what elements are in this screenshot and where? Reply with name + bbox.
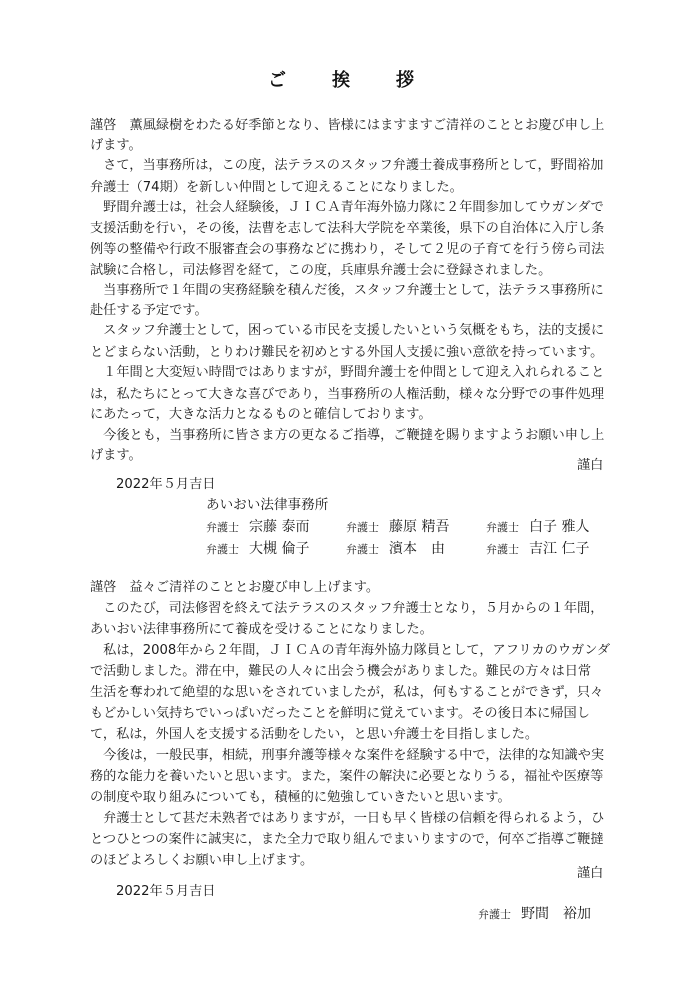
letter-date: 2022年５月吉日	[116, 884, 216, 899]
firm-name: あいおい法律事務所	[206, 497, 329, 513]
lawyer-name: 大槻 倫子	[249, 541, 310, 557]
lawyer-role-label: 弁護士	[346, 543, 379, 556]
body-line: げます。	[90, 448, 142, 463]
body-line: 支援活動を行い，その後，法曹を志して法科大学院を卒業後，県下の自治体に入庁し条	[90, 221, 605, 236]
body-line: とどまらない活動，とりわけ難民を初めとする外国人支援に強い意欲を持っています。	[90, 345, 604, 360]
body-line: さて，当事務所は，この度，法テラスのスタッフ弁護士養成事務所として，野間裕加	[90, 158, 604, 173]
letter-date: 2022年５月吉日	[116, 477, 216, 492]
body-line: もどかしい気持ちでいっぱいだったことを鮮明に覚えています。その後日本に帰国し	[90, 706, 590, 721]
body-line: 試験に合格し，司法修習を経て，この度，兵庫県弁護士会に登録されました。	[90, 263, 552, 278]
body-line: 謹啓 益々ご清祥のこととお慶び申し上げます。	[90, 580, 380, 595]
body-line: １年間と大変短い時間ではありますが，野間弁護士を仲間として迎え入れられること	[90, 365, 605, 380]
body-line: とつひとつの案件に誠実に，また全力で取り組んでまいりますので，何卒ご指導ご鞭撻	[90, 832, 604, 847]
body-line: スタッフ弁護士として，困っている市民を支援したいという気概をもち，法的支援に	[90, 323, 605, 338]
body-line: 今後とも，当事務所に皆さま方の更なるご指導，ご鞭撻を賜りますようお願い申し上	[90, 428, 605, 443]
lawyer-name: 宗藤 泰而	[249, 519, 310, 535]
body-line: て，私は，外国人を支援する活動をしたい，と思い弁護士を目指しました。	[90, 727, 539, 742]
body-line: で活動しました。滞在中，難民の人々に出会う機会がありました。難民の方々は日常	[90, 664, 592, 679]
body-line: は，私たちにとって大きな喜びであり，当事務所の人権活動，様々な分野での事件処理	[90, 387, 605, 402]
body-line: の制度や取り組みについても，積極的に勉強していきたいと思います。	[90, 790, 511, 805]
body-line: このたび，司法修習を終えて法テラスのスタッフ弁護士となり，５月からの１年間，	[90, 601, 604, 616]
body-line: 赴任する予定です。	[90, 303, 208, 318]
closing-kinpaku: 謹白	[577, 866, 604, 881]
body-line: あいおい法律事務所にて養成を受けることになりました。	[90, 622, 433, 637]
lawyer-role-label: 弁護士	[346, 521, 379, 534]
lawyer-entry	[206, 540, 309, 558]
body-line: 野間弁護士は，社会人経験後，ＪＩＣＡ青年海外協力隊に２年間参加してウガンダで	[90, 200, 604, 215]
body-line: 弁護士（74期）を新しい仲間として迎えることになりました。	[90, 180, 463, 195]
body-line: 私は，2008年から２年間，ＪＩＣＡの青年海外協力隊員として，アフリカのウガンダ	[90, 643, 611, 658]
closing-kinpaku: 謹白	[577, 458, 604, 473]
signer-name: 野間 裕加	[521, 906, 591, 922]
lawyer-name: 藤原 精吾	[389, 519, 450, 535]
lawyer-role-label: 弁護士	[206, 543, 239, 556]
lawyer-entry	[346, 540, 445, 558]
lawyer-name: 白子 雅人	[529, 519, 590, 535]
page-title: ご 挨 拶	[268, 70, 428, 91]
lawyer-role-label: 弁護士	[486, 521, 519, 534]
body-line: 謹啓 薫風緑樹をわたる好季節となり、皆様にはますますご清祥のこととお慶び申し上	[90, 118, 605, 133]
signer-role-label: 弁護士	[478, 908, 511, 921]
lawyer-name: 吉江 仁子	[529, 541, 590, 557]
body-line: のほどよろしくお願い申し上げます。	[90, 853, 314, 868]
body-line: 例等の整備や行政不服審査会の事務などに携わり，そして２児の子育てを行う傍ら司法	[90, 242, 605, 257]
body-line: げます。	[90, 138, 142, 153]
body-line: 当事務所で１年間の実務経験を積んだ後，スタッフ弁護士として，法テラス事務所に	[90, 283, 604, 298]
signature	[478, 905, 591, 923]
body-line: にあたって，大きな活力となるものと確信しております。	[90, 407, 432, 422]
lawyer-entry	[206, 518, 309, 536]
body-line: 今後は，一般民事，相続，刑事弁護等様々な案件を経験する中で，法律的な知識や実	[90, 748, 605, 763]
lawyer-entry	[346, 518, 449, 536]
lawyer-role-label: 弁護士	[486, 543, 519, 556]
lawyer-name: 濱本 由	[389, 541, 445, 557]
lawyer-entry	[486, 540, 589, 558]
body-line: 弁護士として甚だ未熟者ではありますが，一日も早く皆様の信頼を得られるよう，ひ	[90, 811, 605, 826]
body-line: 生活を奪われて絶望的な思いをされていましたが，私は，何もすることができず，只々	[90, 685, 604, 700]
body-line: 務的な能力を養いたいと思います。また，案件の解決に必要となりうる，福祉や医療等	[90, 769, 604, 784]
lawyer-entry	[486, 518, 589, 536]
lawyer-role-label: 弁護士	[206, 521, 239, 534]
